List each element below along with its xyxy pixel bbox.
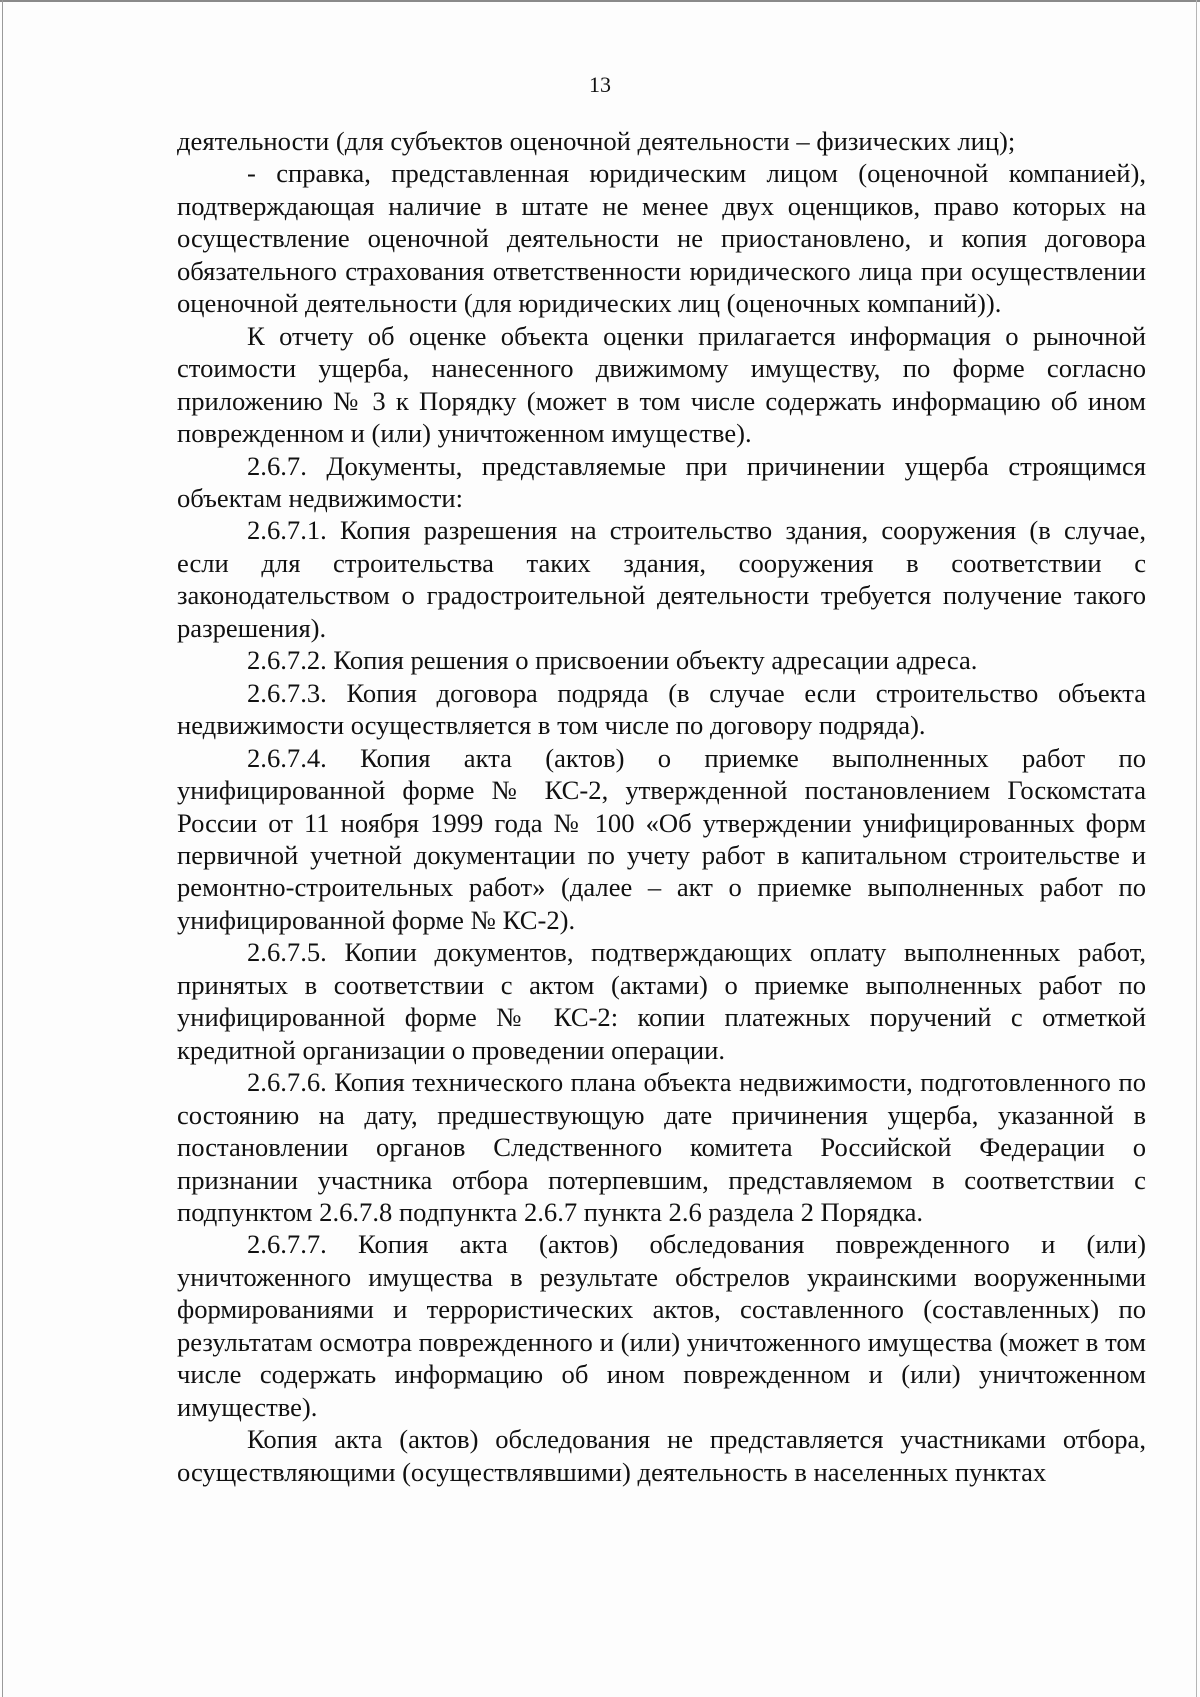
paragraph-2-6-7-7: 2.6.7.7. Копия акта (актов) обследования поврежденного и (или) уничтоженного имущества в результате обстрелов украинскими вооруженными формированиями и террористических актов, составленного (составленных) по результатам осмотра поврежденного и (или) уничтоженного имущества (может в том числе содержать информацию об ином поврежденном и (или) уничтоженном имуществе). (177, 1229, 1146, 1422)
paragraph-certificate: - справка, представленная юридическим лицом (оценочной компанией), подтверждающая наличие в штате не менее двух оценщиков, право которых на осуществление оценочной деятельности не приостановлено, и копия договора обязательного страхования ответственности юридического лица при осуществлении оценочной деятельности (для юридических лиц (оценочных компаний)). (177, 158, 1146, 319)
paragraph-2-6-7-2: 2.6.7.2. Копия решения о присвоении объекту адресации адреса. (247, 645, 978, 676)
scan-edge-right (1196, 0, 1197, 1697)
paragraph-continuation: деятельности (для субъектов оценочной деятельности – физических лиц); (177, 126, 1016, 156)
paragraph-valuation-report: К отчету об оценке объекта оценки прилагается информация о рыночной стоимости ущерба, нанесенного движимому имуществу, по форме согласно приложению № 3 к Порядку (может в том числе содержать информацию об ином поврежденном и (или) уничтоженном имуществе). (177, 320, 1146, 449)
paragraph-2-6-7-5: 2.6.7.5. Копии документов, подтверждающих оплату выполненных работ, принятых в соответствии с актом (актами) о приемке выполненных работ по унифицированной форме № КС-2: копии платежных поручений с отметкой кредитной организации о проведении операции. (177, 937, 1146, 1065)
document-body (177, 125, 1146, 1488)
paragraph-2-6-7-6: 2.6.7.6. Копия технического плана объекта недвижимости, подготовленного по состоянию на дату, предшествующую дате причинения ущерба, указанной в постановлении органов Следственного комитета Российской Федерации о признании участника отбора потерпевшим, представляемом в соответствии с подпунктом 2.6.7.8 подпункта 2.6.7 пункта 2.6 раздела 2 Порядка. (177, 1067, 1146, 1227)
paragraph-2-6-7: 2.6.7. Документы, представляемые при причинении ущерба строящимся объектам недвижимости: (177, 450, 1146, 513)
scan-edge-top (0, 0, 1200, 2)
paragraph-2-6-7-4: 2.6.7.4. Копия акта (актов) о приемке выполненных работ по унифицированной форме № КС-2, утвержденной постановлением Госкомстата России от 11 ноября 1999 года № 100 «Об утверждении унифицированных форм первичной учетной документации по учету работ в капитальном строительстве и ремонтно-строительных работ» (далее – акт о приемке выполненных работ по унифицированной форме № КС-2). (177, 742, 1146, 935)
scan-edge-left (2, 0, 3, 1697)
paragraph-2-6-7-3: 2.6.7.3. Копия договора подряда (в случае если строительство объекта недвижимости осуществляется в том числе по договору подряда). (177, 677, 1146, 741)
paragraph-inspection-act: Копия акта (актов) обследования не представляется участниками отбора, осуществляющими (осуществлявшими) деятельность в населенных пунктах (177, 1424, 1146, 1487)
paragraph-2-6-7-1: 2.6.7.1. Копия разрешения на строительство здания, сооружения (в случае, если для строительства таких здания, сооружения в соответствии с законодательством о градостроительной деятельности требуется получение такого разрешения). (177, 515, 1146, 643)
page-number: 13 (589, 72, 611, 97)
